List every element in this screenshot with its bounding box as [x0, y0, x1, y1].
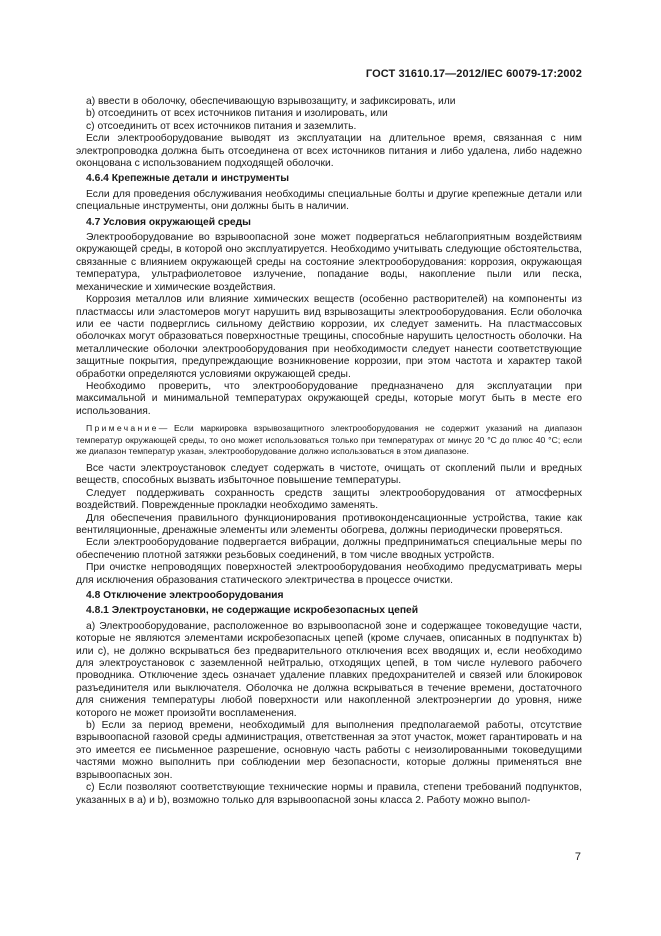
paragraph: Коррозия металлов или влияние химических веществ (особенно растворителей) на компоненты из пластмассы или эластомеров могут нарушить вид взрывозащиты электрооборудования. Если оболочка или ее части подверглись сильному действию коррозии, их следует заменить. На пластмассовых оболочках могут образоваться поверхностные трещины, способные нарушить целостность оболочки. На металлические оболочки электрооборудования при необходимости следует нанести соответствующие защитные покрытия, предупреждающие возникновение коррозии, при этом частота и характер такой обработки определяются условиями окружающей среды.: [76, 294, 582, 380]
section-heading-4-7: 4.7 Условия окружающей среды: [86, 216, 251, 228]
list-item: b) отсоединить от всех источников питания и изолировать, или: [86, 108, 388, 120]
paragraph: c) Если позволяют соответствующие технические нормы и правила, степени требований подпунктов, указанных в a) и b), возможно только для взрывоопасной зоны класса 2. Работу можно выпол-: [76, 782, 582, 806]
paragraph: Если электрооборудование подвергается вибрации, должны предприниматься специальные меры по обеспечению плотной затяжки резьбовых соединений, в том числе вводных устройств.: [76, 537, 582, 561]
paragraph: Для обеспечения правильного функционирования противоконденсационные устройства, такие как вентиляционные, дренажные элементы или элементы обогрева, должны периодически проверяться.: [76, 512, 582, 536]
document-body: [76, 96, 582, 807]
paragraph: Следует поддерживать сохранность средств защиты электрооборудования от атмосферных воздействий. Поврежденные прокладки необходимо заменять.: [76, 487, 582, 512]
paragraph: b) Если за период времени, необходимый для выполнения предполагаемой работы, отсутствие взрывоопасной газовой среды администрация, ответственная за этот участок, может гарантировать и на это имеется ее письменное разрешение, основную часть работы с неизолированными токоведущими частями можно выполнить при соблюдении мер безопасности, которые должны применяться вне взрывоопасных зон.: [76, 720, 582, 781]
section-heading-4-8: 4.8 Отключение электрооборудования: [86, 590, 284, 601]
note-label: Примечание: [86, 423, 159, 434]
section-heading-4-6-4: 4.6.4 Крепежные детали и инструменты: [86, 173, 290, 185]
list-item: a) ввести в оболочку, обеспечивающую взрывозащиту, и зафиксировать, или: [86, 96, 456, 107]
list-item: c) отсоединить от всех источников питания и заземлить.: [86, 120, 357, 132]
paragraph: Все части электроустановок следует содержать в чистоте, очищать от скоплений пыли и вредных веществ, способных вызвать избыточное повышение температуры.: [76, 462, 582, 487]
paragraph: Если для проведения обслуживания необходимы специальные болты и другие крепежные детали или специальные инструменты, они должны быть в наличии.: [76, 188, 582, 213]
page-number: 7: [574, 851, 581, 863]
paragraph: a) Электрооборудование, расположенное во взрывоопасной зоне и содержащее токоведущие части, которые не являются элементами искробезопасных цепей (кроме случаев, описанных в подпунктах b) или c), не должно вскрываться без предварительного отключения всех вводящих и, если необходимо для электроустановок с заземленной нейтралью, отходящих цепей, в том числе нулевого рабочего проводника. Отключение здесь означает удаление плавких предохранителей и связей или блокировок разъединителя или выключателя. Оболочка не должна вскрываться в течение времени, достаточного для снижения температуры любой поверхности или накопленной электроэнергии до уровня, ниже которого не может произойти воспламенения.: [76, 620, 582, 719]
note-text: — Если маркировка взрывозащитного электрооборудования не содержит указаний на диапазон температур окружающей среды, то оно может использоваться только при температурах от минус 20 °С до плюс 40 °С; если же диапазон температур указан, электрооборудование должно использоваться в этом диапазоне.: [76, 423, 582, 457]
paragraph: Необходимо проверить, что электрооборудование предназначено для эксплуатации при максимальной и минимальной температурах окружающей среды, которые могут быть в месте его использования.: [76, 380, 582, 417]
paragraph: При очистке непроводящих поверхностей электрооборудования необходимо предусматривать меры для исключения образования статического электричества в процессе очистки.: [76, 562, 582, 586]
note: [76, 423, 582, 458]
document-header: ГОСТ 31610.17—2012/IEC 60079-17:2002: [365, 68, 582, 80]
paragraph: Если электрооборудование выводят из эксплуатации на длительное время, связанная с ним электропроводка должна быть отсоединена от всех источников питания и либо удалена, либо надежно оконцована с использованием подходящей оболочки.: [76, 133, 582, 170]
paragraph: Электрооборудование во взрывоопасной зоне может подвергаться неблагоприятным воздействиям окружающей среды, в которой оно эксплуатируется. Необходимо учитывать следующие обстоятельства, связанные с влиянием окружающей среды на состояние электрооборудования: коррозия, окружающая температура, ультрафиолетовое излучение, попадание воды, накопление пыли или песка, механические и химические воздействия.: [76, 232, 582, 293]
section-heading-4-8-1: 4.8.1 Электроустановки, не содержащие искробезопасных цепей: [86, 605, 419, 617]
